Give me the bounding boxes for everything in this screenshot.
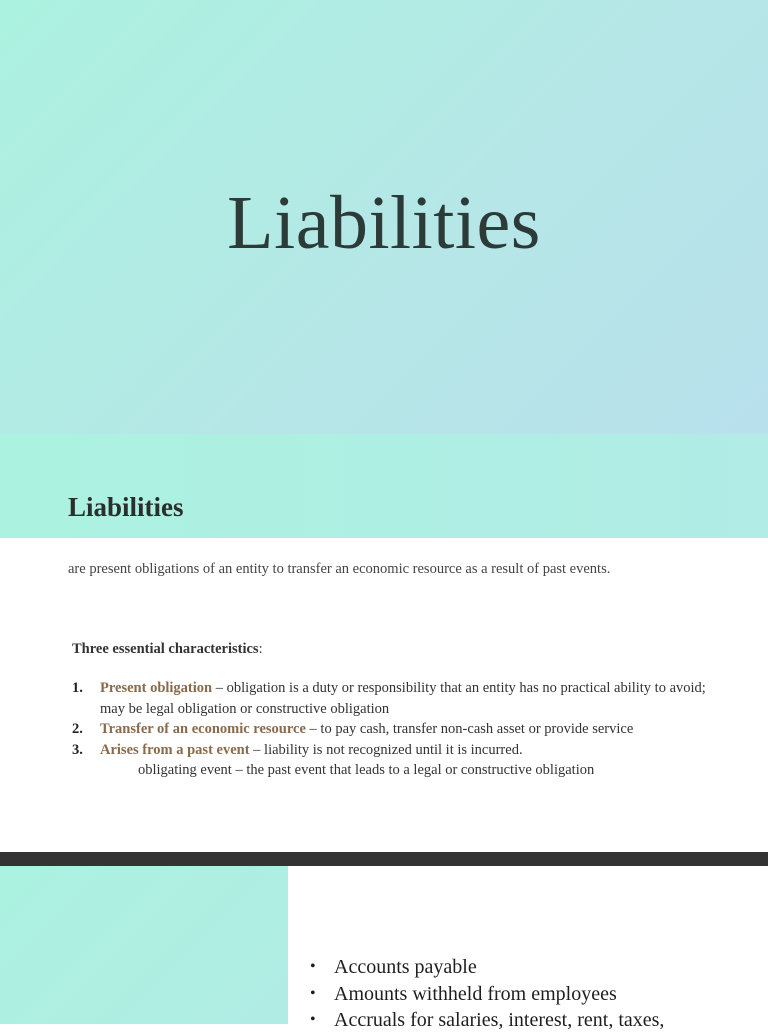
bullet-icon: • xyxy=(310,984,316,1002)
bullet-text: Accruals for salaries, interest, rent, taxes, xyxy=(334,1009,665,1031)
list-item xyxy=(72,678,712,719)
characteristics-heading-colon: : xyxy=(258,641,263,657)
bullet-text: Amounts withheld from employees xyxy=(334,982,617,1005)
bullet-list xyxy=(310,954,760,1034)
section-title: Liabilities xyxy=(68,492,184,522)
list-term: Arises from a past event xyxy=(100,741,250,758)
list-description: – obligation is a duty or responsibility that an entity has no practical ability to avoid; may be legal obligation or constructive obligation xyxy=(100,680,706,717)
list-description: – to pay cash, transfer non-cash asset or provide service xyxy=(305,721,634,737)
list-term: Transfer of an economic resource xyxy=(100,721,306,737)
characteristics-list xyxy=(72,678,712,781)
list-item xyxy=(72,740,712,781)
bullet-text: Accounts payable xyxy=(334,956,477,978)
list-item xyxy=(310,981,760,1008)
list-term: Present obligation xyxy=(100,680,213,696)
slide-title: Liabilities xyxy=(227,181,541,265)
characteristics-heading-text: Three essential characteristics xyxy=(72,641,259,657)
list-number: 1. xyxy=(72,680,83,696)
list-number: 2. xyxy=(72,721,83,737)
list-number: 3. xyxy=(72,741,83,758)
bullet-icon: • xyxy=(310,1011,316,1028)
list-description: – liability is not recognized until it is incurred. xyxy=(249,741,523,758)
definition-text: are present obligations of an entity to transfer an economic resource as a result of past events. xyxy=(68,561,611,577)
slide-divider xyxy=(0,852,768,866)
bullet-icon: • xyxy=(310,958,316,975)
title-slide xyxy=(0,0,768,434)
slide-accent-panel xyxy=(0,866,288,1024)
list-item xyxy=(310,954,760,981)
list-item xyxy=(72,719,712,740)
characteristics-heading xyxy=(72,639,263,659)
list-subnote: obligating event – the past event that leads to a legal or constructive obligation xyxy=(138,762,595,778)
list-item xyxy=(310,1007,760,1034)
